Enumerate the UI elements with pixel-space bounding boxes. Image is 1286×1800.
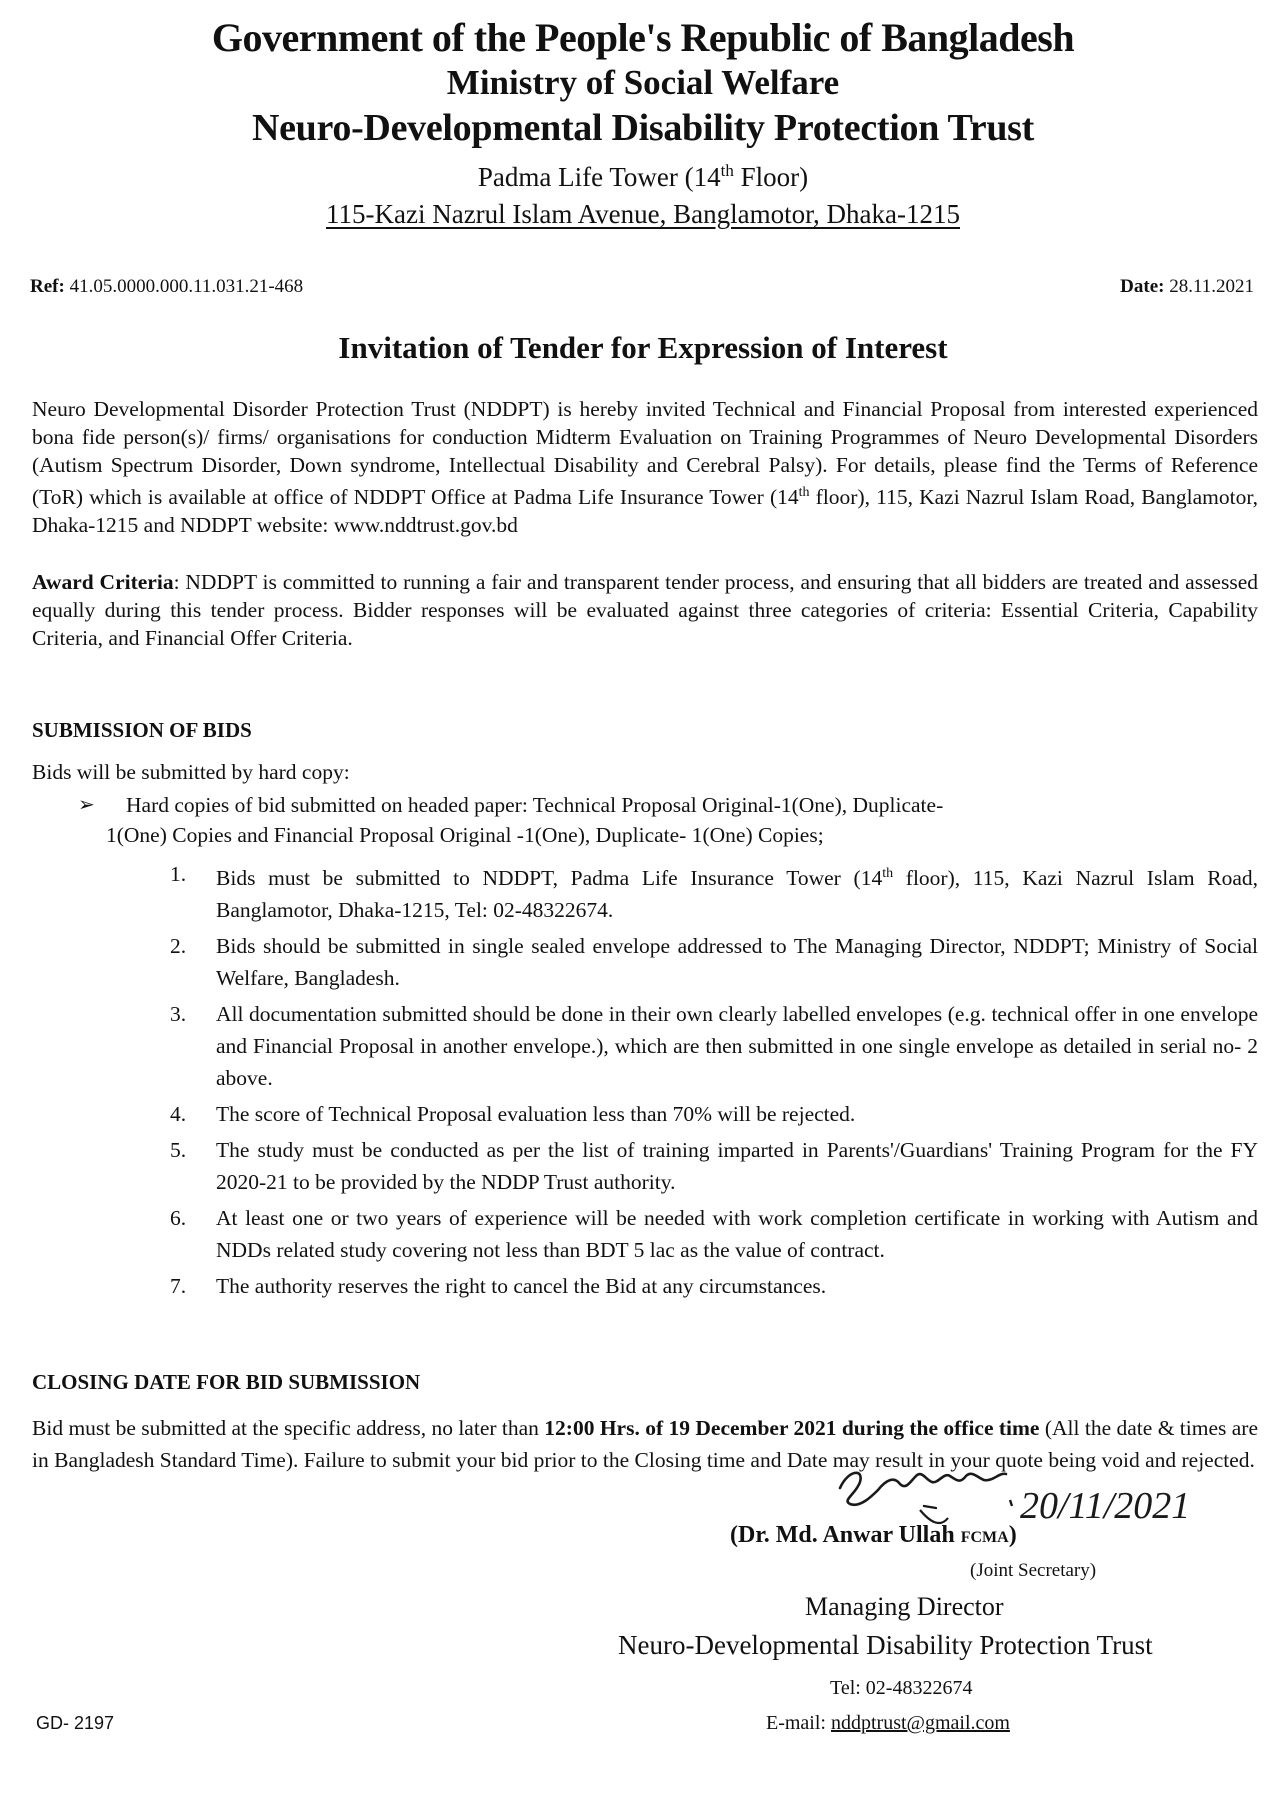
government-title: Government of the People's Republic of Bangladesh — [211, 15, 1075, 60]
list-item: 4. The score of Technical Proposal evaluation less than 70% will be rejected. — [170, 1102, 856, 1127]
address-line: 115-Kazi Nazrul Islam Avenue, Banglamotor, Dhaka-1215 — [326, 199, 960, 229]
list-item: 5. The study must be conducted as per the list of training imparted in Parents'/Guardians' Training Program for the FY 2020-21 to be provided by the NDDP Trust authority. — [170, 1138, 1258, 1195]
notice-title: Invitation of Tender for Expression of Interest — [338, 330, 948, 365]
closing-date-paragraph: Bid must be submitted at the specific address, no later than 12:00 Hrs. of 19 December 2021 during the office time (All the date & times are in Bangladesh Standard Time). Failure to submit your bid prior to the Closing time and Date may result in your quote being void and rejected. — [32, 1416, 1258, 1472]
contact-telephone: Tel: 02-48322674 — [830, 1677, 973, 1699]
letterhead — [0, 14, 1286, 232]
list-item: 2. Bids should be submitted in single sealed envelope addressed to The Managing Director, NDDPT; Ministry of Social Welfare, Bangladesh. — [170, 934, 1259, 991]
list-item: 7. The authority reserves the right to cancel the Bid at any circumstances. — [170, 1274, 827, 1299]
signatory-name: (Dr. Md. Anwar Ullah FCMA) — [730, 1522, 1017, 1548]
signatory-rank: (Joint Secretary) — [970, 1560, 1097, 1581]
closing-date-heading: CLOSING DATE FOR BID SUBMISSION — [32, 1370, 421, 1394]
list-item: 3. All documentation submitted should be done in their own clearly labelled envelopes (e.g. technical offer in one envelope and Financial Proposal in another envelope.), which are then submitted in one single envelope as detailed in serial no- 2 above. — [170, 1002, 1258, 1091]
handwritten-signature — [820, 1410, 1260, 1530]
email-link[interactable]: nddptrust@gmail.com — [830, 1712, 1010, 1734]
gd-code: GD- 2197 — [36, 1713, 115, 1733]
signatory-title: Managing Director — [805, 1592, 1004, 1621]
signatory-organisation: Neuro-Developmental Disability Protection Trust — [618, 1630, 1153, 1660]
award-criteria-paragraph: Award Criteria: NDDPT is committed to running a fair and transparent tender process, and ensuring that all bidders are treated and assessed equally during this tender process. Bidder responses will be evaluated against three categories of criteria: Essential Criteria, Capability Criteria, and Financial Offer Criteria. — [32, 570, 1259, 650]
submission-heading: SUBMISSION OF BIDS — [32, 718, 252, 742]
submission-intro: Bids will be submitted by hard copy: — [32, 760, 350, 784]
reference-date-row — [30, 276, 1254, 298]
signature-date: 20/11/2021 — [1020, 1485, 1191, 1527]
hard-copy-bullet: ➢ Hard copies of bid submitted on headed paper: Technical Proposal Original-1(One), Duplicate- 1(One) Copies and Financial Proposal Original -1(One), Duplicate- 1(One) Copies; — [78, 790, 1228, 850]
list-item: 1. Bids must be submitted to NDDPT, Padma Life Insurance Tower (14th floor), 115, Kazi Nazrul Islam Road, Banglamotor, Dhaka-1215, Tel: 02-48322674. — [170, 862, 1258, 923]
arrow-bullet-icon: ➢ — [78, 794, 95, 816]
trust-title: Neuro-Developmental Disability Protection Trust — [251, 107, 1035, 149]
building-line: Padma Life Tower (14th Floor) — [477, 161, 809, 192]
reference-number: Ref: 41.05.0000.000.11.031.21-468 — [30, 276, 304, 297]
invitation-paragraph: Neuro Developmental Disorder Protection Trust (NDDPT) is hereby invited Technical and Financial Proposal from interested experienced bona fide person(s)/ firms/ organisations for conduction Midterm Evaluation on Training Programmes of Neuro Developmental Disorders (Autism Spectrum Disorder, Down syndrome, Intellectual Disability and Cerebral Palsy). For details, please find the Terms of Reference (ToR) which is available at office of NDDPT Office at Padma Life Insurance Tower (14th floor), 115, Kazi Nazrul Islam Road, Banglamotor, Dhaka-1215 and NDDPT website: www.nddtrust.gov.bd — [32, 397, 1258, 538]
submission-conditions-list — [170, 858, 1258, 1306]
list-item: 6. At least one or two years of experience will be needed with work completion certificate in working with Autism and NDDs related study covering not less than BDT 5 lac as the value of contract. — [170, 1206, 1258, 1263]
contact-email: E-mail: nddptrust@gmail.com — [766, 1712, 1010, 1734]
notice-date: Date: 28.11.2021 — [1120, 276, 1254, 297]
ministry-title: Ministry of Social Welfare — [446, 63, 840, 102]
